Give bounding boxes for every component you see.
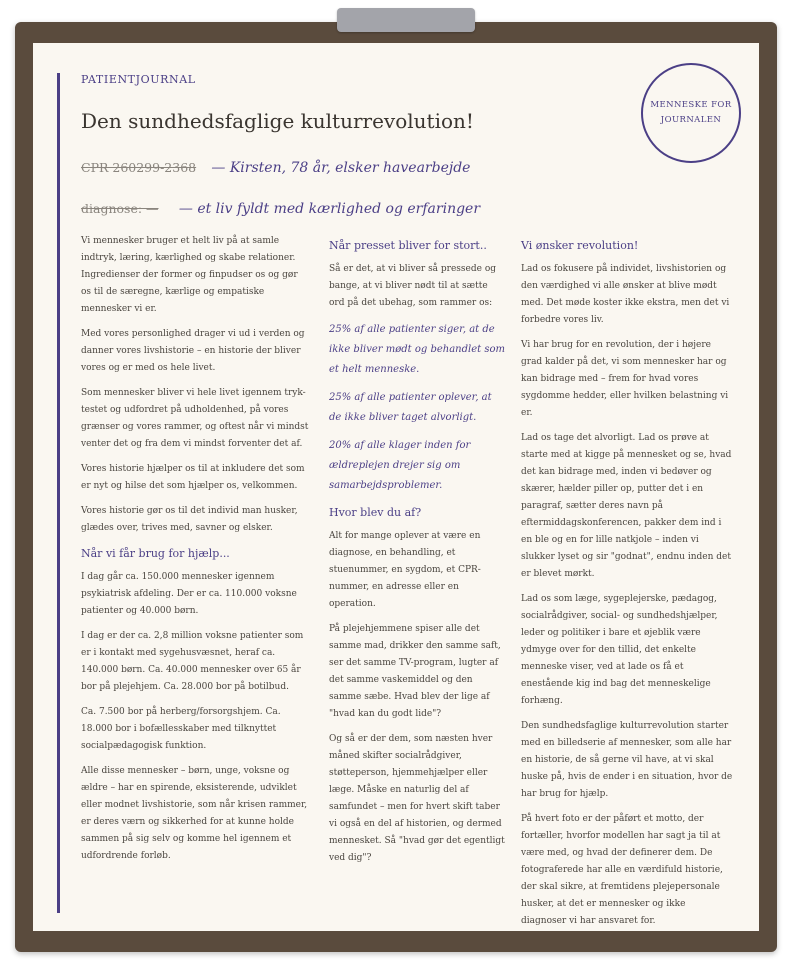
statistic-quote: 20% af alle klager inden for ældreplejen drejer sig om samarbejdsproblemer. bbox=[329, 440, 471, 491]
paragraph: Alt for mange oplever at være en diagnose, en behandling, et stuenummer, en sygdom, et CPR-nummer, en adresse eller en operation. bbox=[329, 531, 481, 609]
paragraph: På hvert foto er der påført et motto, der fortæller, hvorfor modellen har sagt ja til at være med, og hvad der definerer dem. De fotograferede har alle en værdifuld historie, der skal sikre, at fremtidens plejepersonale husker, at det er mennesker og ikke diagnoser vi har ansvaret for. bbox=[521, 814, 723, 926]
document-label: PATIENTJOURNAL bbox=[81, 73, 196, 86]
section-heading: Hvor blev du af? bbox=[329, 506, 422, 519]
paragraph: Så er det, at vi bliver så pressede og bange, at vi bliver nødt til at sætte ord på det ubehag, som rammer os: bbox=[329, 264, 496, 308]
section-heading: Når vi får brug for hjælp... bbox=[81, 547, 230, 560]
paragraph: Med vores personlighed drager vi ud i verden og danner vores livshistorie – en historie der bliver vores og er med os hele livet. bbox=[81, 329, 305, 373]
paragraph: Som mennesker bliver vi hele livet igennem tryk-testet og udfordret på udholdenhed, på vores grænser og vores rammer, og oftest når vi mindst venter det og fra dem vi mindst forventer det af. bbox=[81, 388, 309, 449]
column-3 bbox=[521, 233, 733, 931]
struck-cpr: CPR 260299-2368 bbox=[81, 160, 197, 175]
column-2 bbox=[329, 233, 505, 875]
paragraph: Vores historie gør os til det individ man husker, glædes over, trives med, savner og elsker. bbox=[81, 506, 298, 533]
paragraph: Vores historie hjælper os til at inkludere det som er nyt og hilse det som hjælper os, velkommen. bbox=[81, 464, 305, 491]
stamp-line-1: MENNESKE FOR bbox=[650, 99, 732, 110]
column-1 bbox=[81, 233, 309, 873]
margin-line bbox=[57, 73, 60, 913]
statistic-quote: 25% af alle patienter siger, at de ikke bliver mødt og behandlet som et helt menneske. bbox=[329, 324, 505, 375]
handwritten-diagnosis: — et liv fyldt med kærlighed og erfaringer bbox=[178, 201, 481, 217]
paragraph: Alle disse mennesker – børn, unge, voksne og ældre – har en spirende, eksisterende, udviklet eller modnet livshistorie, som når krisen rammer, er deres værn og sikkerhed for at kunne holde sammen på sig selv og komme hel igennem et udfordrende forløb. bbox=[81, 766, 308, 861]
paragraph: Og så er der dem, som næsten hver måned skifter socialrådgiver, støtteperson, hjemmehjælper eller læge. Måske en naturlig del af samfundet – men for hvert skift taber vi også en del af historien, og dermed mennesket. Så "hvad gør det egentligt ved dig"? bbox=[329, 734, 505, 863]
statistic-quote: 25% af alle patienter oplever, at de ikke bliver taget alvorligt. bbox=[329, 392, 492, 423]
paragraph: På plejehjemmene spiser alle det samme mad, drikker den samme saft, ser det samme TV-program, lugter af det samme vaskemiddel og den samme sæbe. Hvad blev der lige af "hvad kan du godt lide"? bbox=[329, 624, 501, 719]
handwritten-name: — Kirsten, 78 år, elsker havearbejde bbox=[211, 160, 471, 176]
paragraph: Den sundhedsfaglige kulturrevolution starter med en billedserie af mennesker, som alle har en historie, de så gerne vil have, at vi skal huske på, hvis de ender i en situation, hvor de har brug for hjælp. bbox=[521, 721, 733, 799]
page-title: Den sundhedsfaglige kulturrevolution! bbox=[81, 109, 474, 133]
paragraph: Vi har brug for en revolution, der i højere grad kalder på det, vi som mennesker har og kan bidrage med – frem for hvad vores sygdomme hedder, eller hvilken belastning vi er. bbox=[521, 340, 729, 418]
diagnosis-line bbox=[81, 198, 480, 217]
section-heading: Når presset bliver for stort.. bbox=[329, 239, 487, 252]
paragraph: Lad os tage det alvorligt. Lad os prøve at starte med at kigge på mennesket og se, hvad det kan bidrage med, inden vi bedøver og skærer, hælder piller op, putter det i en paragraf, sætter deres navn på eftermiddagskonferencen, pakker dem ind i en ble og en for lille natkjole – inden vi slukker lyset og sir "godnat", endnu inden det er blevet mørkt. bbox=[521, 433, 732, 579]
paragraph: I dag er der ca. 2,8 million voksne patienter som er i kontakt med sygehusvæsnet, heraf ca. 140.000 børn. Ca. 40.000 mennesker over 65 år bor på plejehjem. Ca. 28.000 bor på botilbud. bbox=[81, 631, 304, 692]
paragraph: Ca. 7.500 bor på herberg/forsorgshjem. Ca. 18.000 bor i bofællesskaber med tilknyttet socialpædagogisk funktion. bbox=[81, 707, 281, 751]
journal-page bbox=[33, 43, 759, 931]
cpr-line bbox=[81, 157, 470, 176]
paragraph: I dag går ca. 150.000 mennesker igennem psykiatrisk afdeling. Der er ca. 110.000 voksne patienter og 40.000 børn. bbox=[81, 572, 297, 616]
struck-diagnosis: diagnose: — bbox=[81, 201, 159, 216]
section-heading: Vi ønsker revolution! bbox=[521, 239, 639, 252]
paragraph: Lad os fokusere på individet, livshistorien og den værdighed vi alle ønsker at blive mødt med. Det møde koster ikke ekstra, men det vi forbedre vores liv. bbox=[521, 264, 730, 325]
clipboard-clip bbox=[337, 8, 475, 32]
paragraph: Vi mennesker bruger et helt liv på at samle indtryk, læring, kærlighed og skabe relationer. Ingredienser der former og finpudser os og gør os til de særegne, kærlige og empatiske mennesker vi er. bbox=[81, 236, 298, 314]
stamp-line-2: JOURNALEN bbox=[660, 115, 722, 125]
stamp-seal bbox=[641, 63, 741, 163]
paragraph: Lad os som læge, sygeplejerske, pædagog, socialrådgiver, social- og sundhedshjælper, leder og politiker i bare et øjeblik være ydmyge over for den tillid, det enkelte menneske viser, ved at lade os få et enestående kig ind bag det menneskelige forhæng. bbox=[521, 594, 718, 706]
